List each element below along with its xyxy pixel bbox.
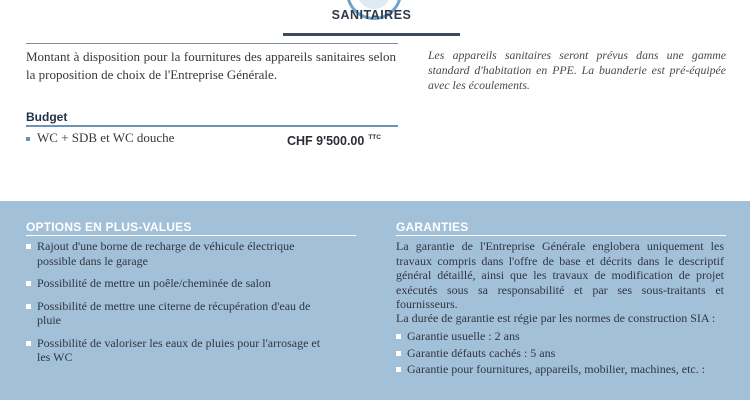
options-title: OPTIONS EN PLUS-VALUES [26, 220, 192, 234]
list-item: Garantie usuelle : 2 ans [396, 329, 726, 344]
bullet-icon [26, 341, 31, 346]
guarantees-divider [396, 235, 726, 236]
section-title-underline [283, 33, 460, 36]
bullet-icon [396, 351, 401, 356]
list-item: Possibilité de valoriser les eaux de pluies pour l'arrosage et les WC [26, 336, 326, 365]
intro-note: Les appareils sanitaires seront prévus dans une gamme standard d'habitation en PPE. La buanderie est pré-équipée avec les écoulements. [428, 48, 726, 92]
options-list [26, 239, 326, 373]
bullet-icon [396, 334, 401, 339]
budget-item: WC + SDB et WC douche [37, 130, 175, 145]
list-item: Garantie défauts cachés : 5 ans [396, 346, 726, 361]
budget-price [287, 129, 381, 150]
guarantees-paragraph: La garantie de l'Entreprise Générale englobera uniquement les travaux compris dans l'offre de base et décrits dans le descriptif général détaillé, ainsi que les travaux de modification de projet exécutés sous sa responsabilité et par ses sous-traitants et fournisseurs. [396, 239, 724, 311]
budget-price-value: CHF 9'500.00 [287, 134, 365, 148]
list-item: Possibilité de mettre un poêle/cheminée de salon [26, 276, 326, 291]
bullet-icon [26, 137, 30, 141]
section-title: SANITAIRES [331, 8, 412, 22]
list-item: Rajout d'une borne de recharge de véhicule électrique possible dans le garage [26, 239, 326, 268]
budget-row [26, 129, 398, 147]
budget-divider [26, 125, 398, 127]
guarantees-list [396, 329, 726, 379]
intro-divider [26, 43, 398, 44]
list-item: Possibilité de mettre une citerne de récupération d'eau de pluie [26, 299, 326, 328]
bullet-icon [396, 367, 401, 372]
intro-text: Montant à disposition pour la fournitures des appareils sanitaires selon la proposition de choix de l'Entreprise Générale. [26, 49, 396, 82]
budget-price-suffix: TTC [368, 134, 381, 141]
guarantees-title: GARANTIES [396, 220, 469, 234]
list-item: Garantie pour fournitures, appareils, mobilier, machines, etc. : [396, 362, 726, 377]
bullet-icon [26, 281, 31, 286]
bullet-icon [26, 244, 31, 249]
guarantees-duration: La durée de garantie est régie par les normes de construction SIA : [396, 311, 716, 325]
options-divider [26, 235, 356, 236]
budget-label: Budget [26, 110, 68, 124]
bullet-icon [26, 304, 31, 309]
